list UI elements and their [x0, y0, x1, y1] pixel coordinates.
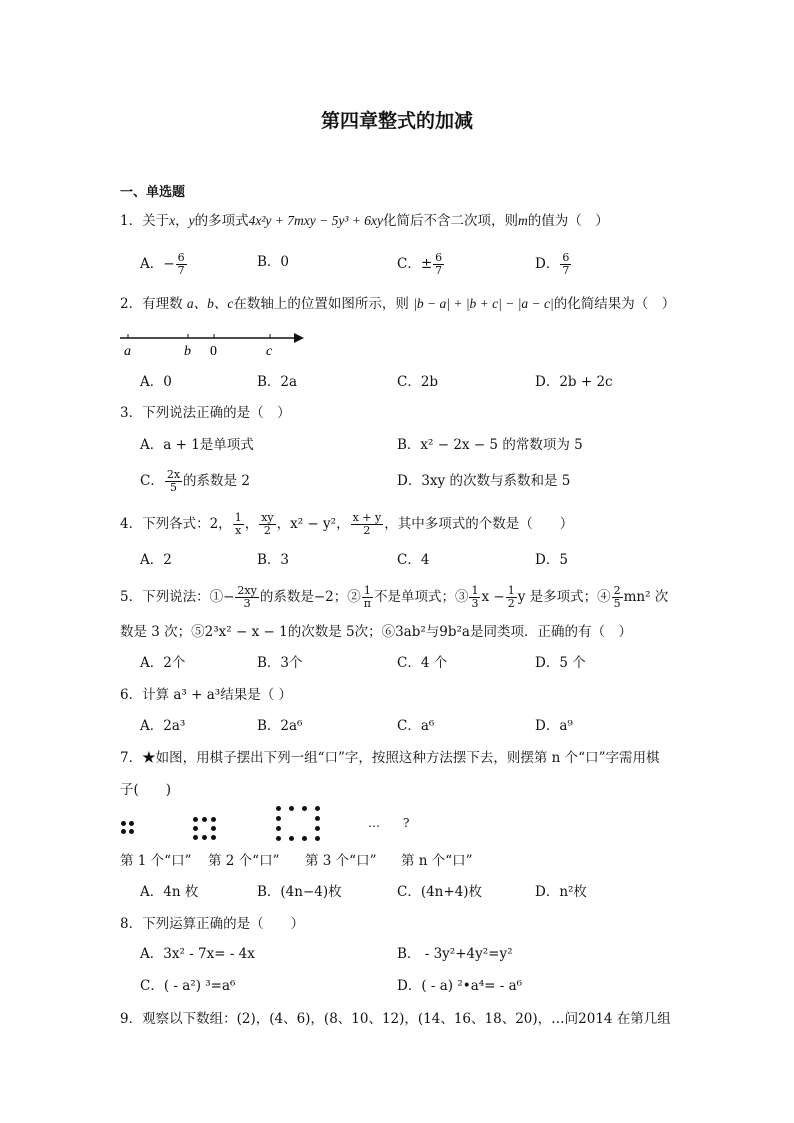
axis-label-0: 0 — [210, 344, 217, 359]
q8-option-c[interactable]: C．( - a²) ³=a⁶ — [140, 978, 236, 994]
q6-option-c[interactable]: C．a⁶ — [397, 718, 435, 734]
q4-option-b[interactable]: B．3 — [257, 552, 290, 568]
question-1-stem: 1．关于x，y的多项式4x²y + 7mxy − 5y³ + 6xy化简后不含二次项，则m的值为（ ） — [120, 213, 609, 229]
q7-option-b[interactable]: B．(4n−4)枚 — [257, 884, 342, 900]
figure-caption-1: 第 1 个“口” — [120, 853, 192, 869]
q7-option-d[interactable]: D．n²枚 — [535, 884, 587, 900]
q1-option-a[interactable]: A．− $\frac{6}{7}$ — [140, 251, 185, 277]
axis-label-c: c — [266, 344, 273, 359]
q2-option-c[interactable]: C．2b — [397, 374, 439, 390]
q8-option-a[interactable]: A．3x² - 7x= - 4x — [140, 946, 255, 962]
question-7-line-2: 子( ) — [120, 782, 172, 798]
q3-option-c[interactable]: C． $\frac{2x}{5}$ 的系数是 2 — [140, 468, 250, 494]
q4-option-d[interactable]: D．5 — [535, 552, 568, 568]
question-9-stem: 9．观察以下数组：(2)，(4、6)，(8、10、12)，(14、16、18、20)，…问2014 在第几组 — [120, 1011, 671, 1027]
figure-caption-2: 第 2 个“口” — [208, 853, 280, 869]
q6-option-a[interactable]: A．2a³ — [140, 718, 186, 734]
q5-option-b[interactable]: B．3个 — [257, 655, 303, 671]
q3-option-a[interactable]: A．a + 1是单项式 — [140, 437, 254, 453]
q6-option-d[interactable]: D．a⁹ — [535, 718, 573, 734]
q3-option-d[interactable]: D．3xy 的次数与系数和是 5 — [397, 473, 571, 489]
q8-option-d[interactable]: D．( - a) ²•a⁴= - a⁶ — [397, 978, 523, 994]
question-2-stem: 2．有理数 a、b、c在数轴上的位置如图所示，则 |b − a| + |b + c| − |a − c|的化简结果为（ ） — [120, 296, 676, 312]
q3-option-b[interactable]: B．x² − 2x − 5 的常数项为 5 — [397, 437, 583, 453]
figure-caption-3: 第 3 个“口” — [305, 853, 377, 869]
axis-label-b: b — [184, 344, 191, 359]
number-line — [118, 326, 308, 360]
q2-option-d[interactable]: D．2b + 2c — [535, 374, 613, 390]
q2-option-b[interactable]: B．2a — [257, 374, 298, 390]
question-8-stem: 8．下列运算正确的是（ ） — [120, 916, 305, 932]
figure-caption-n: 第 n 个“口” — [401, 853, 473, 869]
question-6-stem: 6．计算 a³ + a³结果是（ ） — [120, 687, 292, 703]
q2-option-a[interactable]: A．0 — [140, 374, 172, 390]
q7-option-c[interactable]: C．(4n+4)枚 — [397, 884, 483, 900]
q6-option-b[interactable]: B．2a⁶ — [257, 718, 303, 734]
q7-option-a[interactable]: A．4n 枚 — [140, 884, 199, 900]
axis-label-a: a — [124, 344, 131, 359]
section-heading: 一、单选题 — [120, 185, 186, 200]
q1-option-d[interactable]: D． $\frac{6}{7}$ — [535, 251, 570, 277]
q1-option-c[interactable]: C．± $\frac{6}{7}$ — [397, 251, 443, 277]
q4-option-c[interactable]: C．4 — [397, 552, 430, 568]
q5-option-c[interactable]: C．4 个 — [397, 655, 448, 671]
q5-option-a[interactable]: A．2个 — [140, 655, 186, 671]
question-3-stem: 3．下列说法正确的是（ ） — [120, 405, 291, 421]
q8-option-b[interactable]: B． - 3y²+4y²=y² — [397, 946, 513, 962]
question-4-stem: 4．下列各式：2， $\frac{1}{x}$ ， $\frac{xy}{2}$ ，x² − y²， $\frac{x + y}{2}$ ，其中多项式的个数是（ ） — [120, 511, 574, 537]
page-title: 第四章整式的加减 — [320, 110, 473, 132]
question-7-line-1: 7．★如图，用棋子摆出下列一组“口”字，按照这种方法摆下去，则摆第 n 个“口”字需用棋 — [120, 750, 660, 766]
question-5-line-2: 数是 3 次；⑤2³x² − x − 1的次数是 5次；⑥3ab²与9b²a是同类项．正确的有（ ） — [120, 624, 632, 640]
question-5-line-1: 5．下列说法：①− $\frac{2xy}{3}$ 的系数是−2；② $\frac{1}{\pi}$ 不是单项式；③ $\frac{1}{3}$ x − $\frac{1}{2}$ y 是多项式；④ $\frac{2}{5}$ mn² 次 — [120, 584, 669, 610]
figure-ellipsis: … — [368, 816, 380, 830]
figure-question-mark: ? — [403, 816, 410, 830]
q4-option-a[interactable]: A．2 — [140, 552, 172, 568]
q5-option-d[interactable]: D．5 个 — [535, 655, 586, 671]
q1-option-b[interactable]: B．0 — [257, 254, 290, 270]
